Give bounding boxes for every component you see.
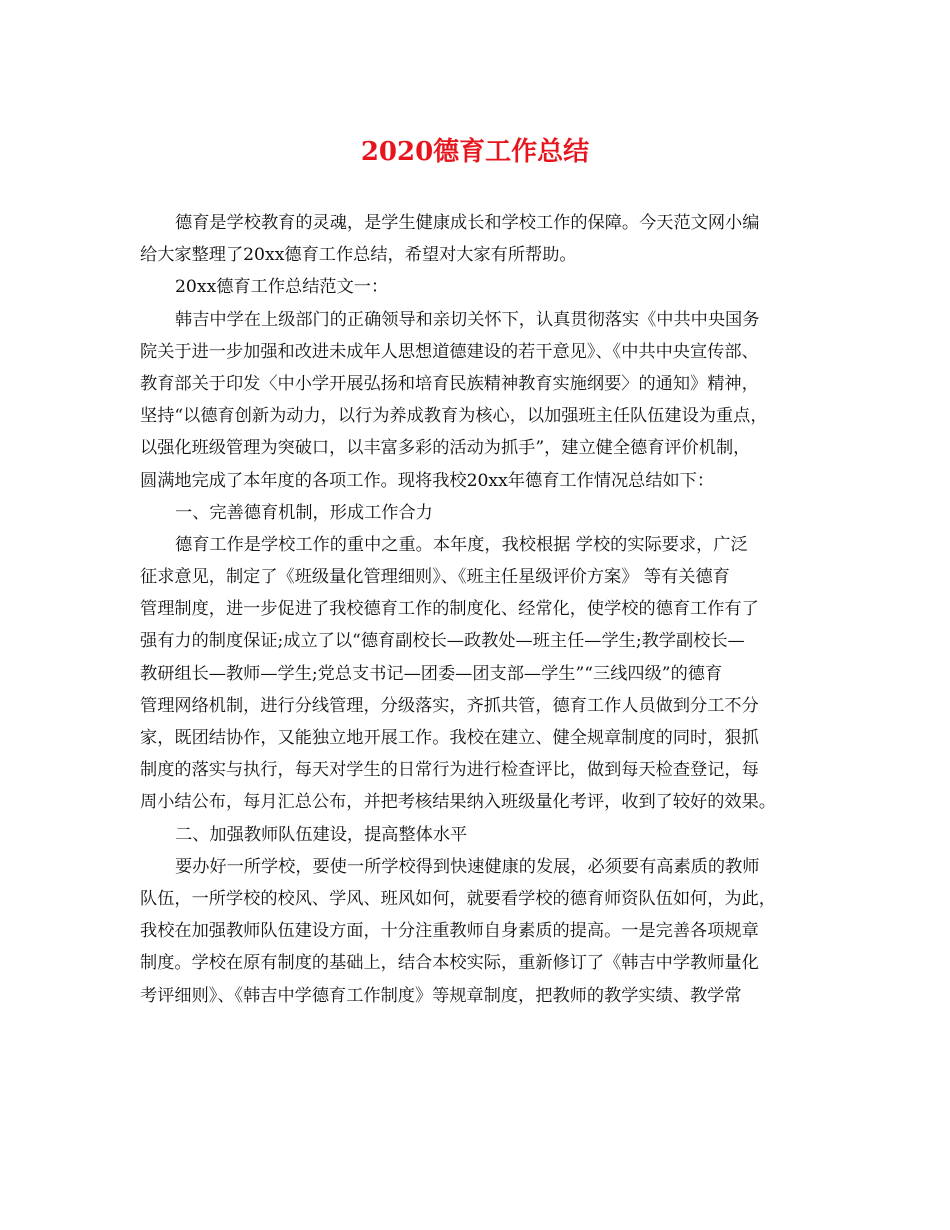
paragraph-line: 要办好一所学校，要使一所学校得到快速健康的发展，必须要有高素质的教师 (175, 856, 760, 877)
paragraph-line: 韩吉中学在上级部门的正确领导和亲切关怀下，认真贯彻落实《中共中央国务 (175, 309, 760, 330)
paragraph-line: 队伍，一所学校的校风、学风、班风如何，就要看学校的德育师资队伍如何，为此， (140, 888, 776, 909)
paragraph-line: 德育工作是学校工作的重中之重。本年度，我校根据 学校的实际要求，广泛 (175, 534, 748, 555)
paragraph-line: 教研组长—教师—学生;党总支书记—团委—团支部—学生”“三线四级”的德育 (140, 663, 723, 684)
paragraph-line: 德育是学校教育的灵魂，是学生健康成长和学校工作的保障。今天范文网小编 (175, 213, 760, 233)
section-heading: 二、加强教师队伍建设，提高整体水平 (175, 824, 468, 845)
paragraph-line: 以强化班级管理为突破口，以丰富多彩的活动为抓手”，建立健全德育评价机制， (140, 438, 751, 459)
paragraph-line: 家，既团结协作，又能独立地开展工作。我校在建立、健全规章制度的同时，狠抓 (140, 728, 759, 748)
paragraph-line: 管理制度，进一步促进了我校德育工作的制度化、经常化，使学校的德育工作有了 (140, 599, 759, 620)
paragraph-line: 圆满地完成了本年度的各项工作。现将我校20xx年德育工作情况总结如下： (140, 470, 715, 491)
section-heading: 一、完善德育机制，形成工作合力 (175, 502, 433, 523)
document-body (140, 207, 830, 1012)
paragraph-line: 管理网络机制，进行分线管理，分级落实，齐抓共管，德育工作人员做到分工不分 (140, 695, 759, 716)
paragraph-line: 征求意见，制定了《班级量化管理细则》、《班主任星级评价方案》 等有关德育 (140, 567, 730, 588)
paragraph-line: 我校在加强教师队伍建设方面，十分注重教师自身素质的提高。一是完善各项规章 (140, 921, 759, 942)
paragraph-line: 坚持“以德育创新为动力，以行为养成教育为核心，以加强班主任队伍建设为重点， (140, 406, 768, 427)
paragraph-line: 周小结公布，每月汇总公布，并把考核结果纳入班级量化考评，收到了较好的效果。 (140, 792, 776, 813)
paragraph-line: 考评细则》、《韩吉中学德育工作制度》等规章制度，把教师的教学实绩、教学常 (140, 985, 742, 1006)
paragraph-line: 给大家整理了20xx德育工作总结，希望对大家有所帮助。 (140, 245, 577, 266)
document-title: 2020德育工作总结 (360, 137, 590, 167)
paragraph-line: 教育部关于印发〈中小学开展弘扬和培育民族精神教育实施纲要〉的通知》精神， (140, 373, 759, 394)
paragraph-line: 强有力的制度保证;成立了以“德育副校长—政教处—班主任—学生;教学副校长— (140, 631, 745, 652)
paragraph-line: 20xx德育工作总结范文一： (175, 277, 389, 298)
paragraph-line: 院关于进一步加强和改进未成年人思想道德建设的若干意见》、《中共中央宣传部、 (140, 341, 759, 362)
paragraph-line: 制度。学校在原有制度的基础上，结合本校实际，重新修订了《韩吉中学教师量化 (140, 953, 759, 974)
paragraph-line: 制度的落实与执行，每天对学生的日常行为进行检查评比，做到每天检查登记，每 (140, 760, 759, 781)
